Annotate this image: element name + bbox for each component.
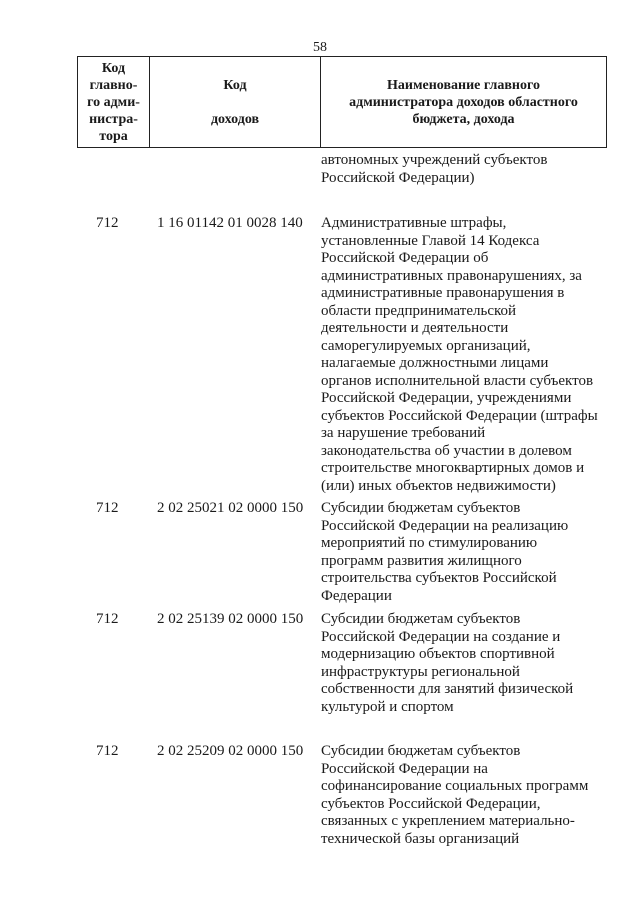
header-admin-code-label: Код главно- го адми- нистра- тора — [87, 60, 140, 144]
header-admin-code — [78, 57, 150, 147]
header-name — [321, 57, 606, 147]
text-line: административные правонарушения в — [321, 285, 565, 301]
text-line: инфраструктуры региональной — [321, 663, 520, 680]
admin-code: 712 — [96, 500, 119, 516]
text-line: Субсидии бюджетам субъектов — [321, 500, 521, 516]
admin-code: 712 — [96, 743, 119, 759]
text-line: органов исполнительной власти субъектов — [321, 372, 594, 389]
text-line: установленные Главой 14 Кодекса — [321, 232, 540, 249]
continued-text — [321, 152, 611, 187]
text-line: Федерации — [321, 587, 392, 604]
text-line: Административные штрафы, — [321, 215, 507, 231]
text-line: автономных учреждений субъектов — [321, 152, 548, 168]
text-line: области предпринимательской — [321, 302, 517, 319]
text-line: софинансирование социальных программ — [321, 778, 589, 794]
text-line: Российской Федерации) — [321, 169, 475, 186]
income-name — [321, 215, 611, 495]
page-number: 58 — [313, 40, 327, 55]
text-line: Российской Федерации, учреждениями — [321, 390, 572, 406]
text-line: Российской Федерации на — [321, 760, 488, 777]
text-line: Субсидии бюджетам субъектов — [321, 743, 521, 759]
text-line: связанных с укреплением материально- — [321, 813, 575, 829]
text-line: Российской Федерации на создание и — [321, 628, 561, 645]
text-line: культурой и спортом — [321, 698, 454, 715]
income-code: 1 16 01142 01 0028 140 — [157, 215, 303, 231]
text-line: деятельности и деятельности — [321, 320, 509, 336]
text-line: административных правонарушениях, за — [321, 267, 582, 284]
text-line: строительства субъектов Российской — [321, 570, 557, 586]
text-line: субъектов Российской Федерации (штрафы — [321, 407, 598, 424]
income-code: 2 02 25021 02 0000 150 — [157, 500, 304, 516]
text-line: субъектов Российской Федерации, — [321, 795, 541, 812]
text-line: строительстве многоквартирных домов и — [321, 460, 585, 476]
text-line: модернизацию объектов спортивной — [321, 646, 555, 662]
income-name — [321, 500, 611, 605]
text-line: Российской Федерации об — [321, 250, 489, 266]
text-line: мероприятий по стимулированию — [321, 535, 538, 551]
income-name — [321, 743, 611, 848]
table-header — [77, 56, 607, 148]
income-code: 2 02 25139 02 0000 150 — [157, 611, 304, 627]
text-line: за нарушение требований — [321, 425, 486, 441]
text-line: саморегулируемых организаций, — [321, 337, 531, 354]
text-line: программ развития жилищного — [321, 552, 522, 569]
admin-code: 712 — [96, 215, 119, 231]
header-income-code-label: Код доходов — [210, 77, 260, 127]
text-line: технической базы организаций — [321, 830, 520, 847]
income-name — [321, 611, 611, 716]
admin-code: 712 — [96, 611, 119, 627]
text-line: (или) иных объектов недвижимости) — [321, 477, 556, 494]
income-code: 2 02 25209 02 0000 150 — [157, 743, 304, 759]
text-line: законодательства об участии в долевом — [321, 442, 572, 459]
header-income-code — [150, 57, 321, 147]
text-line: Субсидии бюджетам субъектов — [321, 611, 521, 627]
text-line: Российской Федерации на реализацию — [321, 517, 569, 534]
text-line: налагаемые должностными лицами — [321, 355, 549, 371]
header-name-label: Наименование главного администратора доходов областного бюджета, дохода — [349, 77, 578, 127]
text-line: собственности для занятий физической — [321, 681, 574, 697]
